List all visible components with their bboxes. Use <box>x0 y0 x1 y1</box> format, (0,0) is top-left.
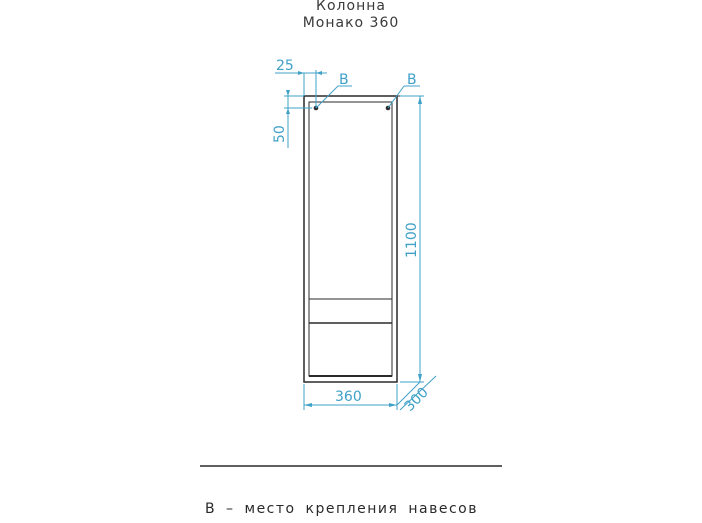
dim-50-label: 50 <box>272 125 288 143</box>
dim-360-label: 360 <box>335 389 362 405</box>
arrow-1100-top <box>418 96 422 104</box>
mount-marker-right-label: В <box>407 72 417 88</box>
legend-text: В – место крепления навесов <box>205 501 478 517</box>
arrow-360-right <box>389 403 397 407</box>
title-line-2: Монако 360 <box>302 15 400 31</box>
arrow-25-left <box>298 71 304 75</box>
dim-300-label: 300 <box>401 384 432 415</box>
title-line-1: Колонна <box>316 0 386 14</box>
marker-leader-right <box>388 86 404 108</box>
dim-1100-label: 1100 <box>404 222 420 258</box>
arrow-50-top <box>286 90 290 96</box>
arrow-1100-bottom <box>418 374 422 382</box>
cabinet-outer-frame <box>304 96 397 382</box>
arrow-50-bottom <box>286 108 290 114</box>
dim-25-label: 25 <box>276 58 294 74</box>
mount-marker-left-label: В <box>339 72 349 88</box>
arrow-25-right <box>316 71 322 75</box>
arrow-360-left <box>304 403 312 407</box>
cabinet-inner-frame <box>309 102 392 376</box>
marker-leader-left <box>316 86 338 108</box>
cabinet-outline <box>304 96 402 382</box>
dimension-arrows <box>286 71 422 407</box>
